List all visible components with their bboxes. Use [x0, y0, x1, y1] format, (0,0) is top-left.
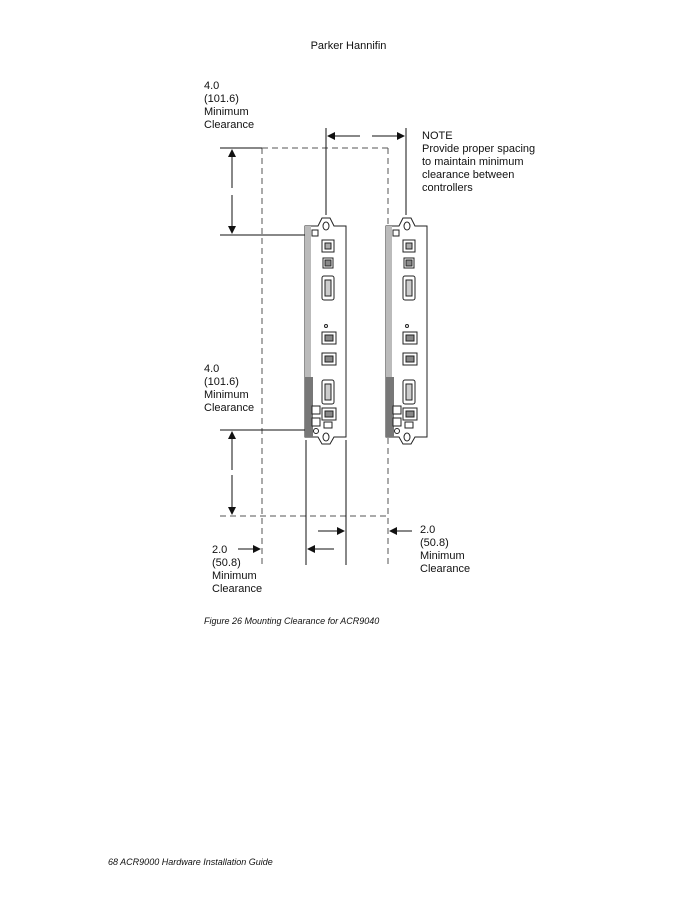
page-footer: 68 ACR9000 Hardware Installation Guide: [108, 857, 273, 867]
note-line-3: clearance between: [422, 169, 515, 181]
bottom-clearance-value: 4.0: [204, 363, 220, 375]
bottom-clearance-metric: (101.6): [204, 376, 239, 388]
left-clearance-value: 2.0: [212, 544, 228, 556]
bottom-clearance-word2: Clearance: [204, 402, 255, 414]
right-clearance-word1: Minimum: [420, 550, 465, 562]
right-clearance-word2: Clearance: [420, 563, 471, 575]
top-clearance-value: 4.0: [204, 80, 220, 92]
top-clearance-metric: (101.6): [204, 93, 239, 105]
left-clearance-word1: Minimum: [212, 570, 257, 582]
controller-right: [386, 218, 427, 444]
bottom-clearance-word1: Minimum: [204, 389, 249, 401]
controller-spacing-dimension: [326, 128, 406, 215]
left-clearance-word2: Clearance: [212, 583, 263, 595]
page-header: Parker Hannifin: [310, 40, 387, 52]
right-clearance-metric: (50.8): [420, 537, 449, 549]
figure-caption: Figure 26 Mounting Clearance for ACR9040: [204, 616, 380, 626]
controller-left: [305, 218, 346, 444]
note-line-1: Provide proper spacing: [422, 143, 536, 155]
right-clearance-value: 2.0: [420, 524, 436, 536]
left-clearance-metric: (50.8): [212, 557, 241, 569]
top-clearance-word2: Clearance: [204, 119, 255, 131]
top-clearance-word1: Minimum: [204, 106, 249, 118]
clearance-envelope: [220, 148, 388, 565]
side-clearance-dimensions: [238, 440, 412, 565]
note-heading: NOTE: [422, 130, 453, 142]
note-line-4: controllers: [422, 182, 473, 194]
note-line-2: to maintain minimum: [422, 156, 524, 168]
